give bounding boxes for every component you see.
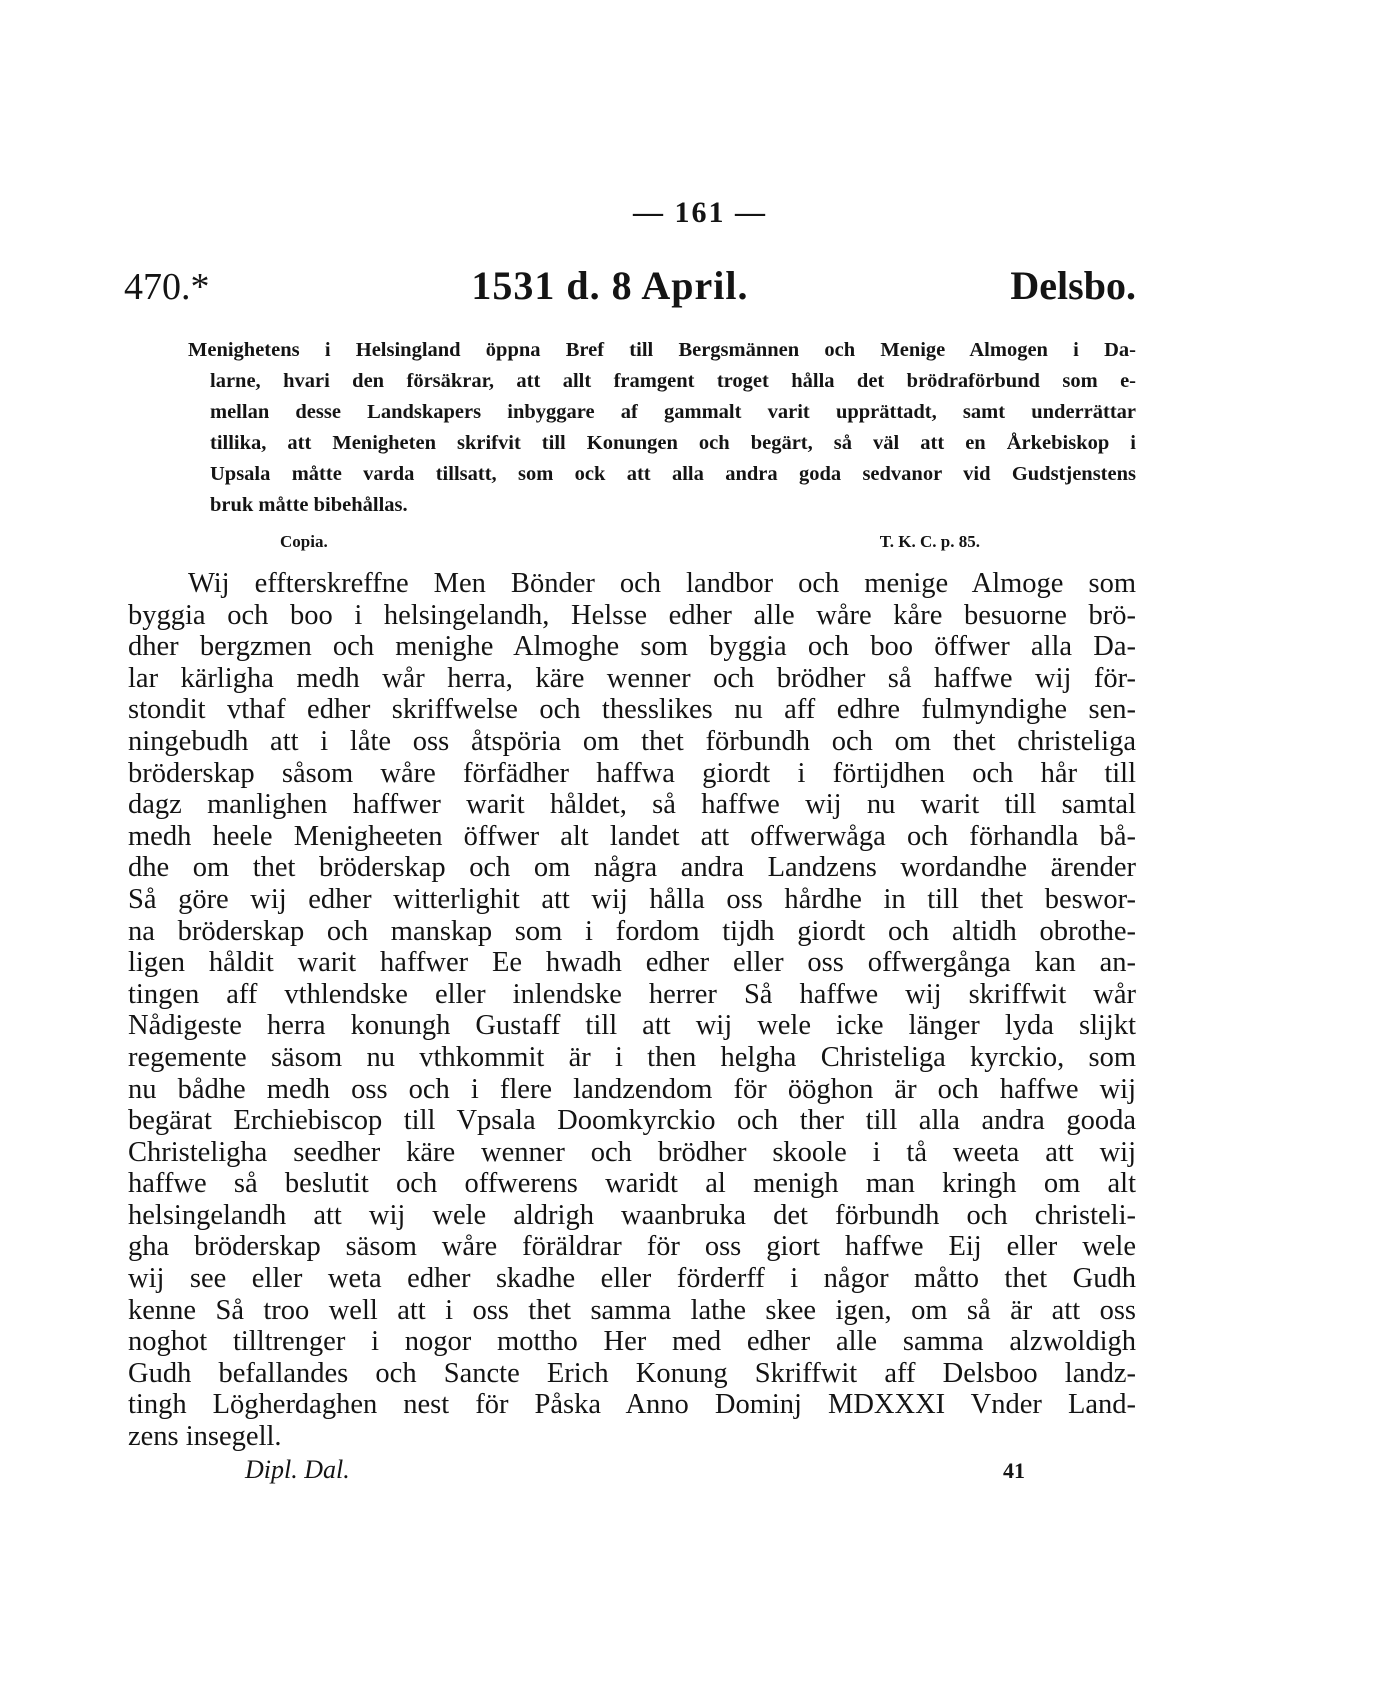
letter-line: tingh Lögherdaghen nest för Påska Anno Dominj MDXXXI Vnder Land- xyxy=(128,1389,1136,1421)
letter-line: kenne Så troo well att i oss thet samma lathe skee igen, om så är att oss xyxy=(128,1294,1136,1326)
document-header xyxy=(124,262,1136,309)
letter-line: helsingelandh att wij wele aldrigh waanbruka det förbundh och christeli- xyxy=(128,1199,1136,1231)
letter-line: Christeligha seedher käre wenner och brödher skoole i tå weeta att wij xyxy=(128,1136,1136,1168)
footer-source-reference: Dipl. Dal. xyxy=(245,1455,350,1484)
letter-line: lar kärligha medh wår herra, käre wenner och brödher så haffwe wij för- xyxy=(128,662,1136,694)
letter-line: tingen aff vthlendske eller inlendske herrer Så haffwe wij skriffwit wår xyxy=(128,978,1136,1010)
document-date: 1531 d. 8 April. xyxy=(471,263,749,308)
summary-line: mellan desse Landskapers inbyggare af gammalt varit upprättadt, samt underrättar xyxy=(210,401,1136,423)
letter-line: byggia och boo i helsingelandh, Helsse edher alle wåre kåre besuorne brö- xyxy=(128,599,1136,631)
letter-line: Wij effterskreffne Men Bönder och landbor och menige Almoge som xyxy=(188,568,1136,599)
document-number: 470.* xyxy=(124,266,210,308)
letter-line: begärat Erchiebiscop till Vpsala Doomkyrckio och ther till alla andra gooda xyxy=(128,1105,1136,1137)
letter-line: noghot tilltrenger i nogor mottho Her med edher alle samma alzwoldigh xyxy=(128,1326,1136,1358)
summary-line: Menighetens i Helsingland öppna Bref till Bergsmännen och Menige Almogen i Da- xyxy=(188,339,1136,361)
footer-signature-mark: 41 xyxy=(1003,1458,1025,1483)
letter-line: zens insegell. xyxy=(128,1421,282,1453)
document-summary xyxy=(188,335,1136,521)
source-reference-row xyxy=(280,532,980,552)
source-copia: Copia. xyxy=(280,532,328,551)
letter-line: bröderskap såsom wåre förfädher haffwa giordt i förtijdhen och hår till xyxy=(128,757,1136,789)
letter-line: haffwe så beslutit och offwerens waridt al menigh man kringh om alt xyxy=(128,1168,1136,1200)
letter-line: dagz manlighen haffwer warit håldet, så haffwe wij nu warit till samtal xyxy=(128,789,1136,821)
letter-line: wij see eller weta edher skadhe eller förderff i någor måtto thet Gudh xyxy=(128,1263,1136,1295)
letter-line: regemente säsom nu vthkommit är i then helgha Christeliga kyrckio, som xyxy=(128,1041,1136,1073)
letter-line: gha bröderskap säsom wåre föräldrar för oss giort haffwe Eij eller wele xyxy=(128,1231,1136,1263)
page-footer xyxy=(245,1455,1025,1485)
summary-line: tillika, att Menigheten skrifvit till Konungen och begärt, så väl att en Årkebiskop i xyxy=(210,432,1136,454)
summary-line: larne, hvari den försäkrar, att allt framgent troget hålla det brödraförbund som e- xyxy=(210,370,1136,392)
letter-line: Så göre wij edher witterlighit att wij hålla oss hårdhe in till thet beswor- xyxy=(128,883,1136,915)
letter-line: nu bådhe medh oss och i flere landzendom för ööghon är och haffwe wij xyxy=(128,1073,1136,1105)
summary-line: Upsala måtte varda tillsatt, som ock att alla andra goda sedvanor vid Gudstjenstens xyxy=(210,463,1136,485)
letter-line: medh heele Menigheeten öffwer alt landet att offwerwåga och förhandla bå- xyxy=(128,820,1136,852)
summary-line: bruk måtte bibehållas. xyxy=(210,494,408,516)
letter-line: ningebudh att i låte oss åtspöria om thet förbundh och om thet christeliga xyxy=(128,725,1136,757)
page-number: — 161 — xyxy=(633,196,767,229)
letter-line: dher bergzmen och menighe Almoghe som byggia och boo öffwer alla Da- xyxy=(128,631,1136,663)
letter-line: ligen håldit warit haffwer Ee hwadh edher eller oss offwergånga kan an- xyxy=(128,947,1136,979)
source-citation: T. K. C. p. 85. xyxy=(879,532,980,551)
letter-line: Nådigeste herra konungh Gustaff till att wij wele icke länger lyda slijkt xyxy=(128,1010,1136,1042)
letter-line: na bröderskap och manskap som i fordom tijdh giordt och altidh obrothe- xyxy=(128,915,1136,947)
letter-line: stondit vthaf edher skriffwelse och thesslikes nu aff edhre fulmyndighe sen- xyxy=(128,694,1136,726)
letter-line: dhe om thet bröderskap och om några andra Landzens wordandhe ärender xyxy=(128,852,1136,884)
document-place: Delsbo. xyxy=(1010,263,1136,308)
letter-line: Gudh befallandes och Sancte Erich Konung Skriffwit aff Delsboo landz- xyxy=(128,1357,1136,1389)
letter-body xyxy=(128,568,1136,1453)
